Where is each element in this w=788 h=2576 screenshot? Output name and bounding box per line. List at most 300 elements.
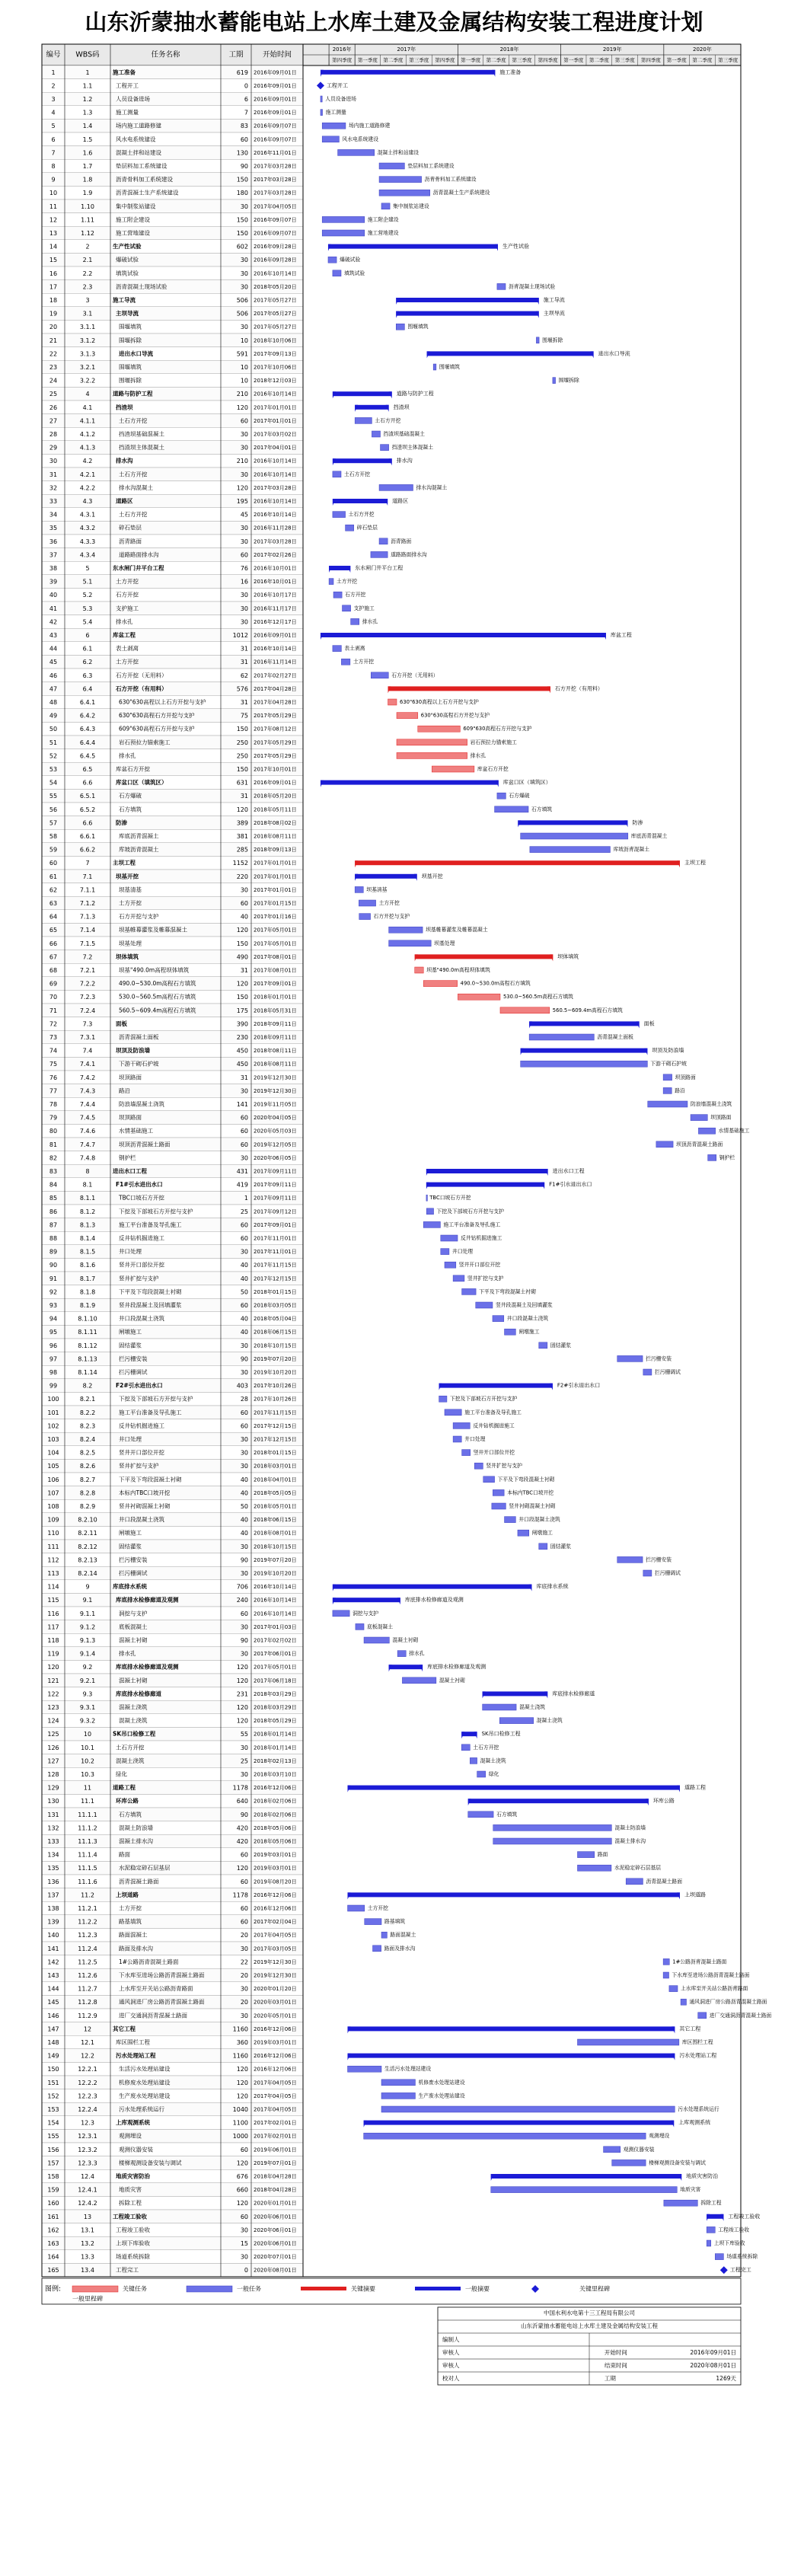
task-wbs: 12.2.1 <box>78 2066 97 2073</box>
task-id: 47 <box>49 685 58 693</box>
task-name: 石方填筑 <box>119 806 142 813</box>
task-duration: 30 <box>240 257 248 264</box>
task-start: 2020年03月01日 <box>254 1999 297 2006</box>
task-wbs: 8.1.3 <box>79 1221 96 1229</box>
task-duration: 1012 <box>232 632 248 639</box>
gantt-task-bar <box>521 833 628 839</box>
task-wbs: 5.2 <box>82 592 93 599</box>
task-duration: 30 <box>240 2012 248 2019</box>
task-start: 2017年09月01日 <box>254 981 297 988</box>
task-wbs: 9.2 <box>82 1664 93 1671</box>
task-id: 35 <box>49 525 58 532</box>
task-wbs: 1.11 <box>81 216 94 224</box>
task-wbs: 6.5.2 <box>79 806 96 813</box>
task-wbs: 8.1.14 <box>78 1369 97 1376</box>
task-wbs: 5.4 <box>82 618 93 626</box>
task-wbs: 2 <box>85 243 90 251</box>
gantt-bar-label: 土方开挖 <box>367 1905 388 1911</box>
task-wbs: 7.4.4 <box>79 1101 96 1108</box>
gantt-summary-bar <box>468 1799 649 1803</box>
gantt-task-bar <box>691 1115 707 1121</box>
gantt-task-bar <box>493 1824 612 1831</box>
task-id: 126 <box>47 1744 59 1751</box>
task-start: 2020年01月01日 <box>254 2200 297 2207</box>
task-start: 2017年03月28日 <box>254 163 297 170</box>
task-start: 2017年01月01日 <box>254 417 297 424</box>
task-name: 沥青骨料加工系统建设 <box>116 176 173 184</box>
task-duration: 120 <box>236 1717 248 1725</box>
gantt-task-bar <box>643 1570 652 1576</box>
task-duration: 40 <box>240 1489 248 1497</box>
task-start: 2016年10月14日 <box>254 512 297 519</box>
gantt-task-bar <box>553 378 556 384</box>
gantt-task-bar <box>577 1865 611 1871</box>
task-start: 2017年08月01日 <box>254 953 297 960</box>
gantt-bar-label: 钢护栏 <box>719 1154 735 1161</box>
gantt-bar-label: 表土剥离 <box>344 645 365 652</box>
gantt-summary-bar <box>321 633 606 637</box>
task-id: 112 <box>47 1556 59 1564</box>
gantt-bar-label: 排水孔 <box>362 618 378 625</box>
task-duration: 30 <box>240 431 248 438</box>
gantt-task-bar <box>577 2039 678 2045</box>
task-duration: 150 <box>236 176 248 184</box>
task-name: 施工测量 <box>116 109 139 117</box>
gantt-bar-label: 支护施工 <box>353 605 375 611</box>
task-name: 排水孔 <box>119 752 136 759</box>
gantt-task-bar <box>698 2013 707 2019</box>
task-start: 2017年11月15日 <box>254 1262 297 1269</box>
task-duration: 30 <box>240 1154 248 1162</box>
task-name: 坝基"490.0m高程坝体填筑 <box>119 966 190 974</box>
task-id: 142 <box>47 1958 59 1966</box>
task-duration: 591 <box>236 350 248 358</box>
task-name: 坝顶及防浪墙 <box>116 1047 150 1055</box>
task-duration: 83 <box>240 123 248 130</box>
task-duration: 120 <box>236 927 248 934</box>
gantt-bar-label: F1#引水进出水口 <box>549 1181 592 1188</box>
gantt-bar-label: 井口段混凝土浇筑 <box>518 1516 560 1523</box>
task-start: 2019年10月20日 <box>254 1570 297 1577</box>
gantt-task-bar <box>396 324 404 330</box>
task-id: 87 <box>49 1221 58 1229</box>
task-name: 洞挖与支护 <box>119 1610 148 1617</box>
task-name: 人员设备进场 <box>116 95 150 103</box>
task-wbs: 7.1.2 <box>79 900 96 907</box>
gantt-bar-label: 施工测量 <box>325 109 346 116</box>
task-id: 71 <box>49 1007 58 1014</box>
gantt-task-bar <box>389 940 432 946</box>
task-name: 生产性试验 <box>113 243 142 251</box>
task-name: 沥青混凝土路面 <box>119 1878 159 1885</box>
gantt-bar-label: 1#公路沥青混凝土路面 <box>672 1958 727 1965</box>
task-wbs: 8.1.1 <box>79 1195 96 1202</box>
legend-item-label: 一般摘要 <box>465 2285 490 2293</box>
gantt-task-bar <box>359 900 375 906</box>
task-wbs: 8.2.12 <box>78 1543 97 1550</box>
task-wbs: 1.4 <box>82 123 93 130</box>
gantt-bar-label: 排水沟 <box>396 458 413 464</box>
task-id: 145 <box>47 1999 59 2006</box>
task-id: 5 <box>51 123 56 130</box>
task-name: 土方开挖 <box>116 658 139 666</box>
task-name: F2#引水进出水口 <box>116 1382 163 1390</box>
task-id: 4 <box>51 109 56 117</box>
task-start: 2016年10月01日 <box>254 565 297 572</box>
gantt-bar-label: 场内施工道路修建 <box>348 123 391 129</box>
gantt-summary-bar <box>348 1786 680 1790</box>
task-name: 通风洞进厂房公路沥青混凝土路面 <box>119 1998 205 2006</box>
task-name: 混凝土衬砌 <box>119 1636 148 1644</box>
task-id: 13 <box>49 230 58 237</box>
task-name: 库盆工程 <box>113 631 136 639</box>
task-id: 107 <box>47 1489 59 1497</box>
gantt-task-bar <box>418 726 461 732</box>
task-wbs: 3.1.2 <box>79 337 96 344</box>
task-name: 施工平台准备及导孔施工 <box>119 1409 182 1416</box>
task-id: 85 <box>49 1195 58 1202</box>
gantt-task-bar <box>341 659 349 665</box>
task-wbs: 8.1.4 <box>79 1235 96 1242</box>
task-start: 2018年04月01日 <box>254 1476 297 1483</box>
task-start: 2017年01月01日 <box>254 886 297 893</box>
gantt-bar-label: 生产性试验 <box>502 243 530 250</box>
task-duration: 75 <box>240 712 248 720</box>
task-duration: 1100 <box>232 2119 248 2127</box>
column-header-duration: 工期 <box>228 50 244 59</box>
gantt-task-bar <box>681 1999 686 2005</box>
task-id: 1 <box>51 69 56 76</box>
task-id: 158 <box>47 2173 59 2180</box>
task-start: 2017年04月05日 <box>254 1932 297 1939</box>
task-start: 2017年05月01日 <box>254 1664 297 1671</box>
task-name: 土石方开挖 <box>119 511 148 519</box>
task-id: 98 <box>49 1369 58 1376</box>
gantt-bar-label: 施工导流 <box>543 297 565 303</box>
task-duration: 450 <box>236 1061 248 1068</box>
gantt-bar-label: 沥青混凝土路面 <box>646 1878 683 1885</box>
task-wbs: 10.1 <box>81 1744 94 1751</box>
task-duration: 31 <box>240 967 248 974</box>
task-id: 25 <box>49 391 58 398</box>
gantt-bar-label: 工程竣工验收 <box>728 2213 761 2220</box>
task-duration: 10 <box>240 377 248 385</box>
task-duration: 1160 <box>232 2025 248 2033</box>
task-id: 46 <box>49 672 58 679</box>
gantt-task-bar <box>372 431 380 437</box>
gantt-summary-bar <box>439 1384 553 1388</box>
task-duration: 676 <box>236 2173 248 2180</box>
gantt-task-bar <box>333 512 346 518</box>
task-name: 施工附企建设 <box>116 215 150 223</box>
task-name: 上坝下库验收 <box>116 2239 150 2247</box>
gantt-bar-label: 土方开挖 <box>337 578 358 585</box>
gantt-task-bar <box>643 1369 652 1375</box>
task-id: 30 <box>49 458 58 465</box>
gantt-task-bar <box>656 1141 673 1148</box>
task-duration: 175 <box>236 1007 248 1014</box>
task-duration: 1000 <box>232 2133 248 2140</box>
task-id: 135 <box>47 1865 59 1872</box>
task-id: 6 <box>51 136 56 143</box>
gantt-bar-label: 楼梯观测设备安装与调试 <box>649 2159 706 2166</box>
task-start: 2016年10月14日 <box>254 270 297 277</box>
task-wbs: 7.4.5 <box>79 1114 96 1122</box>
task-id: 34 <box>49 511 58 519</box>
task-start: 2018年05月05日 <box>254 1489 297 1496</box>
task-duration: 1160 <box>232 2052 248 2060</box>
task-start: 2018年01月14日 <box>254 1731 297 1738</box>
task-start: 2017年03月28日 <box>254 538 297 545</box>
task-start: 2016年10月01日 <box>254 579 297 586</box>
task-name: 1#公路沥青混凝土路面 <box>119 1958 179 1965</box>
task-wbs: 4.3.4 <box>79 551 96 559</box>
task-start: 2018年10月15日 <box>254 1342 297 1349</box>
timeline-quarter-label: 第四季度 <box>435 57 455 63</box>
gantt-bar-label: 反井钻机掘进施工 <box>461 1235 502 1241</box>
task-start: 2016年12月06日 <box>254 2025 297 2032</box>
task-name: 填筑试验 <box>116 270 139 277</box>
task-duration: 20 <box>240 1999 248 2006</box>
gantt-bar-label: 进厂交通洞沥青混凝土路面 <box>709 2012 772 2019</box>
task-id: 132 <box>47 1824 59 1832</box>
task-duration: 120 <box>236 2159 248 2167</box>
task-wbs: 3.1 <box>82 310 93 318</box>
task-wbs: 7.3.1 <box>79 1034 96 1041</box>
task-name: 水泥稳定碎石层基层 <box>119 1864 171 1872</box>
task-id: 14 <box>49 243 58 251</box>
task-start: 2016年12月06日 <box>254 2053 297 2060</box>
gantt-task-bar <box>648 1101 688 1107</box>
task-wbs: 6.6 <box>82 819 93 827</box>
task-id: 23 <box>49 364 58 371</box>
task-id: 131 <box>47 1811 59 1818</box>
task-duration: 150 <box>236 940 248 947</box>
task-name: 挡渣坝 <box>116 404 133 411</box>
task-name: 排水孔 <box>116 618 133 625</box>
task-wbs: 9.1 <box>82 1597 93 1604</box>
task-duration: 40 <box>240 1315 248 1323</box>
gantt-task-bar <box>491 2187 678 2193</box>
task-id: 97 <box>49 1355 58 1363</box>
task-id: 61 <box>49 873 58 880</box>
task-duration: 195 <box>236 498 248 505</box>
task-id: 111 <box>47 1543 59 1550</box>
gantt-summary-bar <box>491 2174 681 2179</box>
task-duration: 420 <box>236 1824 248 1832</box>
gantt-summary-bar <box>389 1665 423 1669</box>
task-duration: 431 <box>236 1168 248 1175</box>
task-duration: 55 <box>240 1731 248 1738</box>
task-duration: 20 <box>240 1972 248 1979</box>
task-wbs: 3 <box>85 297 90 304</box>
task-wbs: 11.2.9 <box>78 2012 97 2019</box>
task-start: 2020年01月20日 <box>254 1986 297 1993</box>
gantt-bar-label: 混凝土浇筑 <box>536 1717 563 1724</box>
task-wbs: 7.1.4 <box>79 927 96 934</box>
task-start: 2020年06月01日 <box>254 2214 297 2220</box>
task-id: 28 <box>49 431 58 438</box>
task-name: 560.5~609.4m高程石方填筑 <box>119 1007 196 1014</box>
gantt-task-bar <box>342 605 350 611</box>
task-name: 井口段混凝土浇筑 <box>119 1516 164 1524</box>
gantt-bar-label: 机修废水处理站建设 <box>418 2079 465 2086</box>
gantt-bar-label: 固结灌浆 <box>550 1342 572 1349</box>
task-duration: 640 <box>236 1798 248 1805</box>
gantt-bar-label: 主坝工程 <box>684 860 706 867</box>
task-wbs: 4.2 <box>82 458 93 465</box>
task-id: 70 <box>49 994 58 1001</box>
gantt-bar-label: 坝体填筑 <box>557 953 579 960</box>
task-duration: 25 <box>240 1208 248 1215</box>
task-wbs: 12.4.2 <box>78 2200 97 2207</box>
task-name: 表土剥离 <box>116 645 139 653</box>
task-duration: 210 <box>236 458 248 465</box>
task-duration: 60 <box>240 1141 248 1148</box>
task-wbs: 10.3 <box>81 1771 94 1778</box>
task-name: 围堰填筑 <box>119 363 142 371</box>
task-duration: 60 <box>240 1114 248 1122</box>
task-start: 2018年03月29日 <box>254 1704 297 1711</box>
gantt-bar-label: 地质灾害 <box>680 2186 701 2193</box>
task-duration: 250 <box>236 739 248 746</box>
gantt-task-bar <box>397 713 418 719</box>
legend-swatch <box>415 2287 461 2290</box>
gantt-bar-label: 630"630高程以上石方开挖与支护 <box>400 699 479 705</box>
gantt-task-bar <box>397 1651 406 1657</box>
gantt-task-bar <box>365 1919 381 1925</box>
task-start: 2017年10月26日 <box>254 1383 297 1390</box>
task-id: 94 <box>49 1315 58 1323</box>
task-wbs: 7.1.1 <box>79 886 96 894</box>
task-start: 2017年06月01日 <box>254 1651 297 1658</box>
gantt-task-bar <box>500 1007 550 1013</box>
task-name: 库底排水检修廊道 <box>116 1690 161 1697</box>
task-duration: 30 <box>240 1369 248 1376</box>
task-start: 2020年06月05日 <box>254 1154 297 1161</box>
task-id: 80 <box>49 1128 58 1135</box>
task-wbs: 11.2.6 <box>78 1972 97 1979</box>
task-id: 27 <box>49 417 58 425</box>
gantt-task-bar <box>518 1530 529 1536</box>
task-start: 2017年03月28日 <box>254 177 297 184</box>
timeline-year-label: 2017年 <box>397 46 416 53</box>
task-duration: 10 <box>240 364 248 371</box>
gantt-task-bar <box>462 1450 471 1456</box>
gantt-task-bar <box>536 337 539 343</box>
task-duration: 490 <box>236 953 248 961</box>
gantt-bar-label: 挡渣坝主体混凝土 <box>391 444 434 451</box>
task-start: 2016年09月07日 <box>254 123 297 129</box>
timeline-quarter-label: 第三季度 <box>614 57 635 63</box>
task-name: 上坝道路 <box>116 1891 139 1898</box>
task-name: 施工导流 <box>113 296 136 304</box>
task-name: 490.0~530.0m高程石方填筑 <box>119 980 196 988</box>
task-duration: 1178 <box>232 1891 248 1899</box>
task-id: 161 <box>47 2213 59 2220</box>
task-wbs: 11.1.3 <box>78 1838 97 1845</box>
gantt-bar-label: 闸墩施工 <box>518 1329 540 1336</box>
task-name: 观测埋设 <box>119 2132 142 2140</box>
legend-label: 图例: <box>45 2285 62 2294</box>
task-name: 钢护栏 <box>119 1154 136 1161</box>
task-duration: 6 <box>244 96 248 103</box>
task-wbs: 8.2.9 <box>79 1503 96 1510</box>
task-start: 2018年08月11日 <box>254 1048 297 1055</box>
task-start: 2019年07月01日 <box>254 2159 297 2166</box>
task-start: 2019年12月30日 <box>254 1972 297 1979</box>
task-start: 2017年09月12日 <box>254 1208 297 1215</box>
timeline-quarter-label: 第四季度 <box>332 57 353 63</box>
gantt-task-bar <box>664 2200 697 2206</box>
task-duration: 60 <box>240 551 248 559</box>
task-duration: 120 <box>236 2200 248 2207</box>
gantt-bar-label: 坝基开挖 <box>421 873 443 879</box>
gantt-bar-label: 530.0~560.5m高程石方填筑 <box>502 994 573 1001</box>
timeline-quarter-label: 第一季度 <box>461 57 481 63</box>
task-name: 609"630高程石方开挖与支护 <box>119 725 195 733</box>
task-start: 2018年08月02日 <box>254 819 297 826</box>
task-start: 2017年11月01日 <box>254 1235 297 1242</box>
gantt-task-bar <box>379 484 413 490</box>
task-wbs: 6.4.2 <box>79 712 96 720</box>
gantt-summary-bar <box>364 2121 675 2125</box>
info-value: 2020年08月01日 <box>690 2362 736 2369</box>
task-duration: 50 <box>240 1288 248 1296</box>
task-id: 42 <box>49 618 58 626</box>
task-duration: 619 <box>236 69 248 76</box>
task-id: 40 <box>49 592 58 599</box>
task-id: 127 <box>47 1757 59 1765</box>
task-name: 场内施工道路修建 <box>116 122 161 129</box>
task-duration: 60 <box>240 136 248 143</box>
task-id: 38 <box>49 565 58 572</box>
gantt-bar-label: 进出水口工程 <box>552 1168 585 1174</box>
task-id: 17 <box>49 283 58 291</box>
task-duration: 180 <box>236 190 248 197</box>
gantt-task-bar <box>333 592 342 598</box>
gantt-bar-label: 道路区 <box>392 498 409 504</box>
task-id: 52 <box>49 752 58 760</box>
task-name: 库坡沥青混凝土 <box>119 846 159 854</box>
task-id: 53 <box>49 766 58 773</box>
task-duration: 30 <box>240 1623 248 1631</box>
task-wbs: 2.1 <box>82 257 93 264</box>
task-name: 施工准备 <box>113 69 136 76</box>
task-duration: 40 <box>240 1275 248 1282</box>
task-name: 路面及排水沟 <box>119 1945 153 1952</box>
gantt-task-bar <box>397 752 467 758</box>
task-name: 混凝土排水沟 <box>119 1837 153 1845</box>
task-duration: 16 <box>240 578 248 586</box>
task-duration: 20 <box>240 1932 248 1939</box>
legend-item-label: 关键任务 <box>123 2285 147 2293</box>
column-header-wbs: WBS码 <box>75 50 100 59</box>
legend-swatch <box>187 2286 232 2292</box>
gantt-task-bar <box>529 1034 594 1040</box>
task-start: 2018年05月31日 <box>254 1007 297 1014</box>
task-duration: 31 <box>240 659 248 666</box>
task-id: 99 <box>49 1382 58 1390</box>
task-wbs: 11.1.1 <box>78 1811 97 1818</box>
gantt-task-bar <box>453 1436 461 1442</box>
task-id: 95 <box>49 1329 58 1336</box>
task-start: 2017年05月27日 <box>254 324 297 330</box>
task-duration: 576 <box>236 685 248 693</box>
task-name: 地质灾害防治 <box>116 2172 150 2180</box>
task-wbs: 7 <box>85 860 90 867</box>
task-start: 2017年04月05日 <box>254 2106 297 2113</box>
